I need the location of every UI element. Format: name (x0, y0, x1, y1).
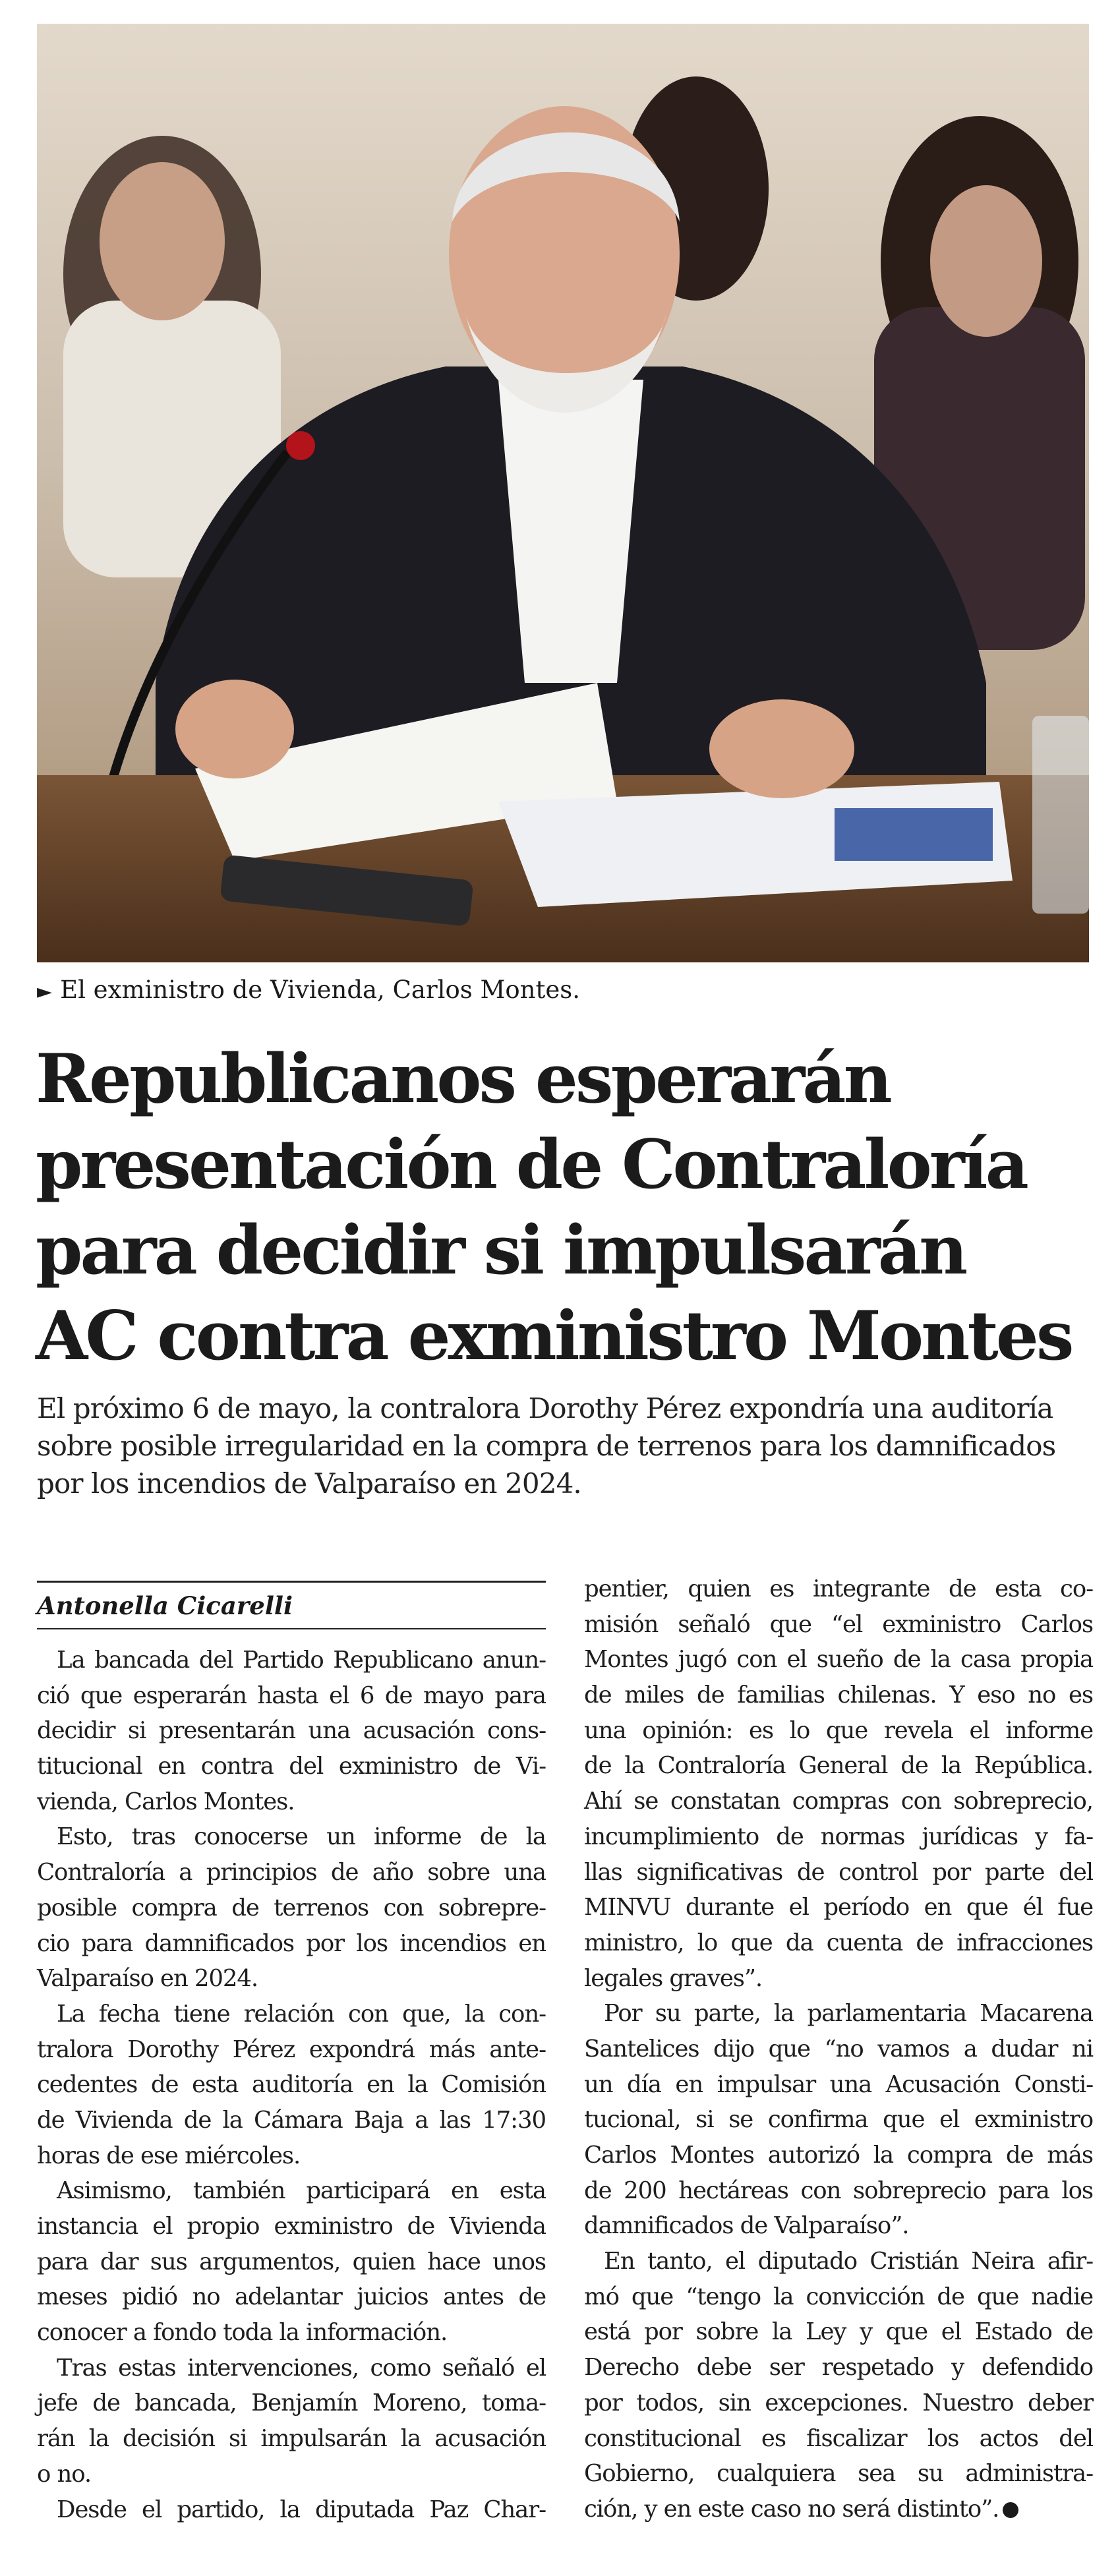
body-line: tucional, si se confirma que el exministro (584, 2106, 1093, 2134)
photo-illustration (37, 24, 1089, 962)
body-line: posible compra de terrenos con sobrepre- (37, 1894, 546, 1921)
body-line: Santelices dijo que “no vamos a dudar ni (584, 2035, 1093, 2063)
body-line: jefe de bancada, Benjamín Moreno, toma- (37, 2389, 546, 2417)
byline-rule-top (37, 1581, 546, 1583)
body-line: rán la decisión si impulsarán la acusación (37, 2425, 546, 2453)
body-line: titucional en contra del exministro de Vi- (37, 1753, 546, 1780)
byline-rule-bottom (37, 1628, 546, 1629)
body-line: legales graves”. (584, 1964, 763, 1992)
body-line: constitucional es fiscalizar los actos del (584, 2424, 1093, 2452)
body-line-final (584, 2492, 1093, 2527)
body-line: incumplimiento de normas jurídicas y fa- (584, 1823, 1093, 1850)
article-photo (37, 24, 1089, 962)
body-line: llas significativas de control por parte del (584, 1858, 1093, 1886)
body-line: En tanto, el diputado Cristián Neira afir- (604, 2248, 1093, 2275)
body-line: Montes jugó con el sueño de la casa propia (584, 1646, 1093, 1674)
body-line: una opinión: es lo que revela el informe (584, 1716, 1093, 1744)
body-line: pentier, quien es integrante de esta co- (584, 1575, 1093, 1602)
body-line: Desde el partido, la diputada Paz Char- (57, 2496, 546, 2523)
article-column-1 (37, 1643, 546, 2527)
body-line: meses pidió no adelantar juicios antes de (37, 2283, 546, 2311)
caption-text: El exministro de Vivienda, Carlos Montes. (60, 976, 581, 1004)
triangle-right-icon: ► (37, 980, 53, 1003)
body-line: Esto, tras conocerse un informe de la (57, 1823, 546, 1851)
subhead-line: por los incendios de Valparaíso en 2024. (37, 1467, 581, 1500)
body-line: mó que “tengo la convicción de que nadie (584, 2283, 1093, 2310)
article-column-2 (584, 1571, 1093, 2527)
headline-line: para decidir si impulsarán (36, 1211, 966, 1290)
body-line: decidir si presentarán una acusación cons- (37, 1717, 546, 1745)
body-line: Gobierno, cualquiera sea su administra- (584, 2460, 1093, 2488)
body-line: tralora Dorothy Pérez expondrá más ante- (37, 2035, 546, 2063)
body-line: por todos, sin excepciones. Nuestro deber (584, 2389, 1093, 2416)
body-line: Contraloría a principios de año sobre una (37, 1859, 546, 1887)
headline-line: AC contra exministro Montes (36, 1297, 1072, 1376)
body-line: Derecho debe ser respetado y defendido (584, 2354, 1093, 2382)
byline-author: Antonella Cicarelli (37, 1591, 293, 1620)
end-of-article-dot-icon (1003, 2502, 1018, 2518)
body-line: cedentes de esta auditoría en la Comisión (37, 2071, 546, 2099)
body-line: de miles de familias chilenas. Y eso no es (584, 1682, 1093, 1709)
body-line: damnificados de Valparaíso”. (584, 2212, 909, 2240)
body-line: misión señaló que “el exministro Carlos (584, 1610, 1093, 1638)
body-line: conocer a fondo toda la información. (37, 2319, 448, 2347)
subhead-line: sobre posible irregularidad en la compra de terrenos para los damnificados (37, 1430, 1056, 1462)
body-line: para dar sus argumentos, quien hace unos (37, 2248, 546, 2275)
subheadline (37, 1390, 1092, 1502)
body-line: de la Contraloría General de la República. (584, 1752, 1093, 1780)
body-line: MINVU durante el período en que él fue (584, 1894, 1093, 1921)
body-line: ministro, lo que da cuenta de infracciones (584, 1929, 1093, 1956)
body-line: o no. (37, 2460, 92, 2488)
body-line: de Vivienda de la Cámara Baja a las 17:30 (37, 2106, 546, 2134)
body-line: instancia el propio exministro de Vivienda (37, 2213, 546, 2240)
body-line: La fecha tiene relación con que, la con- (57, 2000, 546, 2028)
body-line: Asimismo, también participará en esta (57, 2177, 546, 2205)
body-line: vienda, Carlos Montes. (37, 1788, 295, 1815)
subhead-line: El próximo 6 de mayo, la contralora Dorothy Pérez expondría una auditoría (37, 1392, 1053, 1424)
body-line: está por sobre la Ley y que el Estado de (584, 2318, 1093, 2346)
body-line: La bancada del Partido Republicano anun- (57, 1647, 546, 1674)
body-line: Valparaíso en 2024. (37, 1965, 258, 1993)
body-line: Ahí se constatan compras con sobreprecio, (584, 1788, 1093, 1815)
headline-line: presentación de Contraloría (36, 1125, 1027, 1204)
final-line-text: ción, y en este caso no será distinto”. (584, 2495, 999, 2523)
body-line: ció que esperarán hasta el 6 de mayo para (37, 1682, 546, 1709)
headline (36, 1036, 1103, 1379)
body-line: un día en impulsar una Acusación Consti- (584, 2070, 1093, 2098)
photo-caption (37, 974, 1089, 1008)
body-line: Carlos Montes autorizó la compra de más (584, 2142, 1093, 2169)
body-line: cio para damnificados por los incendios en (37, 1929, 546, 1957)
headline-line: Republicanos esperarán (36, 1039, 891, 1119)
body-line: Por su parte, la parlamentaria Macarena (604, 2000, 1093, 2028)
body-line: horas de ese miércoles. (37, 2142, 301, 2169)
body-line: Tras estas intervenciones, como señaló el (57, 2354, 546, 2382)
body-line: de 200 hectáreas con sobreprecio para los (584, 2177, 1093, 2204)
